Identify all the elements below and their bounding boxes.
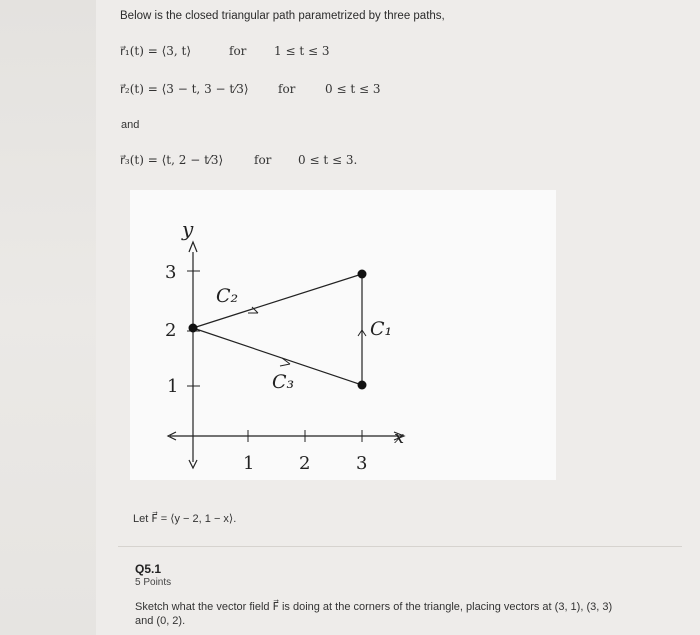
- y-axis-arrow-up: [189, 242, 197, 252]
- vector-field-definition: Let F⃗ = ⟨y − 2, 1 − x⟩.: [133, 513, 237, 525]
- y-tick-label-2: 2: [165, 320, 177, 341]
- question-text: Sketch what the vector field F⃗ is doing at the corners of the triangle, placing vectors at (3, 1), (3, 3) and (0, 2).: [135, 601, 613, 627]
- y-tick-label-1: 1: [167, 376, 179, 397]
- point-3-3: [358, 270, 367, 279]
- triangle-diagram: [130, 190, 556, 480]
- and-text: and: [121, 119, 140, 131]
- path-2-range: 0 ≤ t ≤ 3: [325, 82, 381, 96]
- x-tick-label-2: 2: [299, 453, 311, 474]
- path-1-equation: r⃗₁(t) = ⟨3, t⟩: [120, 44, 192, 58]
- y-tick-label-3: 3: [165, 262, 177, 283]
- curve-label-c1: C₁: [370, 318, 393, 340]
- intro-text: Below is the closed triangular path parametrized by three paths,: [120, 10, 445, 22]
- triangle-path-figure: [130, 190, 556, 480]
- question-title: Q5.1: [135, 562, 162, 576]
- x-axis-label: x: [394, 427, 405, 448]
- path-3-equation: r⃗₃(t) = ⟨t, 2 − t⁄3⟩: [120, 153, 224, 167]
- section-divider: [118, 546, 682, 547]
- path-2-for: for: [278, 82, 296, 96]
- path-1-range: 1 ≤ t ≤ 3: [274, 44, 330, 58]
- y-axis-label: y: [182, 217, 194, 241]
- path-3-range: 0 ≤ t ≤ 3.: [298, 153, 358, 167]
- curve-label-c3: C₃: [272, 371, 295, 393]
- x-tick-label-1: 1: [243, 453, 255, 474]
- path-2-equation: r⃗₂(t) = ⟨3 − t, 3 − t⁄3⟩: [120, 82, 249, 96]
- point-0-2: [189, 324, 198, 333]
- question-points: 5 Points: [135, 577, 172, 588]
- path-1-for: for: [229, 44, 247, 58]
- curve-label-c2: C₂: [216, 285, 239, 307]
- path-3-for: for: [254, 153, 272, 167]
- point-3-1: [358, 381, 367, 390]
- x-tick-label-3: 3: [356, 453, 368, 474]
